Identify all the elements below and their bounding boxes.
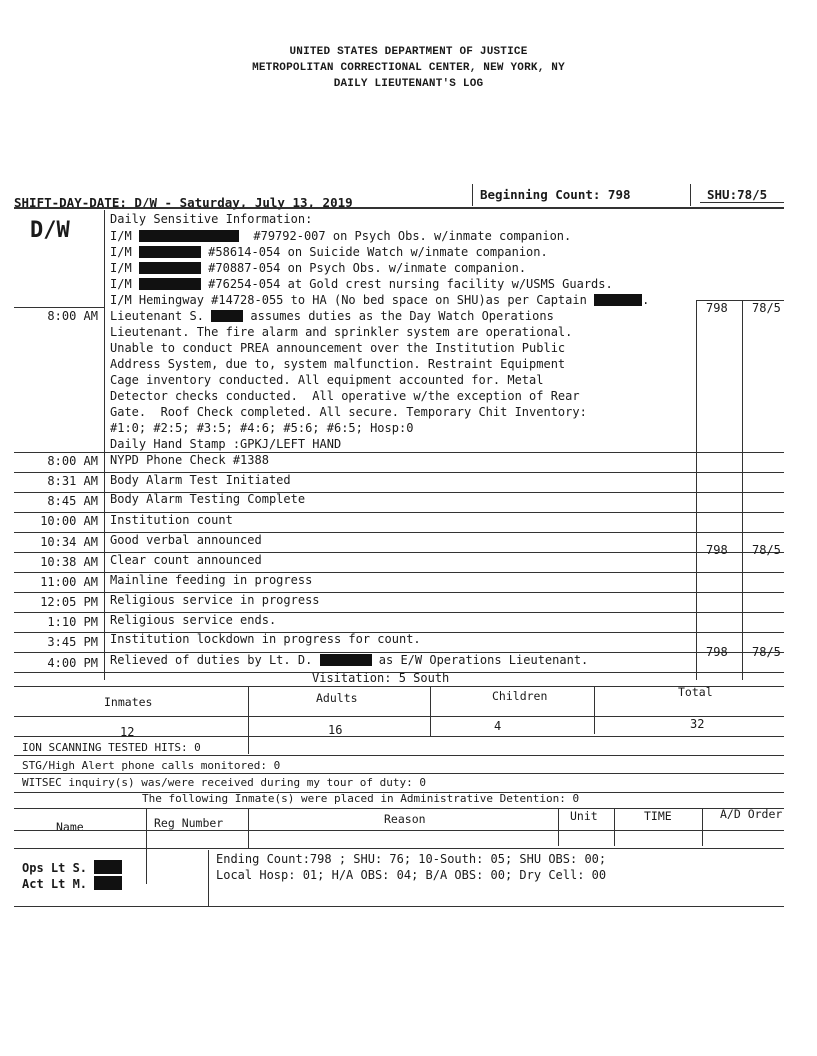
col-name: Name	[56, 820, 84, 834]
sensitive-line-1: I/M #79792-007 on Psych Obs. w/inmate companion.	[110, 229, 572, 243]
redaction-block	[94, 876, 122, 890]
stg-alert-calls: STG/High Alert phone calls monitored: 0	[22, 759, 281, 772]
entry-count: 798	[706, 543, 728, 557]
sensitive-line-2: I/M #58614-054 on Suicide Watch w/inmate companion.	[110, 245, 548, 259]
redaction-block	[211, 310, 243, 322]
entry-time: 8:00 AM	[47, 309, 98, 323]
entry-time: 8:31 AM	[47, 474, 98, 488]
entry-text-line: Lieutenant. The fire alarm and sprinkler system are operational.	[110, 325, 573, 339]
entry-text-line: Detector checks conducted. All operative w/the exception of Rear	[110, 389, 580, 403]
col-unit: Unit	[570, 809, 598, 823]
ending-count-line-2: Local Hosp: 01; H/A OBS: 04; B/A OBS: 00; Dry Cell: 00	[216, 868, 607, 882]
visitation-children: 4	[494, 719, 502, 733]
col-reason: Reason	[384, 812, 426, 826]
ending-count-line-1: Ending Count:798 ; SHU: 76; 10-South: 05; SHU OBS: 00;	[216, 852, 607, 866]
entry-time: 12:05 PM	[40, 595, 98, 609]
entry-time: 10:38 AM	[40, 555, 98, 569]
redaction-block	[94, 860, 122, 874]
entry-time: 8:45 AM	[47, 494, 98, 508]
shift-day-date: SHIFT-DAY-DATE: D/W - Saturday, July 13, 2019	[14, 195, 353, 210]
redaction-block	[594, 294, 642, 306]
entry-text: NYPD Phone Check #1388	[110, 453, 269, 467]
entry-shu: 78/5	[752, 301, 781, 315]
entry-time: 3:45 PM	[47, 635, 98, 649]
visitation-inmates: 12	[120, 725, 135, 739]
sensitive-line-3: I/M #70887-054 on Psych Obs. w/inmate companion.	[110, 261, 527, 275]
sensitive-line-4: I/M #76254-054 at Gold crest nursing facility w/USMS Guards.	[110, 277, 613, 291]
ion-scanning-hits: ION SCANNING TESTED HITS: 0	[22, 741, 201, 754]
acting-lieutenant: Act Lt M.	[22, 876, 122, 892]
shu-count-header: SHU:78/5	[707, 187, 768, 202]
visitation-col-total: Total	[678, 685, 713, 699]
header-agency: UNITED STATES DEPARTMENT OF JUSTICE	[289, 46, 528, 58]
entry-time: 8:00 AM	[47, 454, 98, 468]
entry-time: 1:10 PM	[47, 615, 98, 629]
visitation-total: 32	[690, 717, 705, 731]
redaction-block	[320, 654, 372, 666]
entry-text-line: Unable to conduct PREA announcement over the Institution Public	[110, 341, 566, 355]
entry-text: Body Alarm Test Initiated	[110, 473, 291, 487]
witsec-inquiries: WITSEC inquiry(s) was/were received during my tour of duty: 0	[22, 776, 426, 789]
entry-text: Relieved of duties by Lt. D. as E/W Operations Lieutenant.	[110, 653, 589, 667]
sensitive-line-5: I/M Hemingway #14728-055 to HA (No bed space on SHU)as per Captain .	[110, 293, 650, 307]
entry-text-line: Gate. Roof Check completed. All secure. Temporary Chit Inventory:	[110, 405, 587, 419]
redaction-block	[139, 262, 201, 274]
entry-text: Institution lockdown in progress for count.	[110, 632, 421, 646]
visitation-title: Visitation: 5 South	[312, 671, 450, 685]
col-reg-number: Reg Number	[154, 816, 224, 830]
entry-count: 798	[706, 645, 728, 659]
entry-text: Religious service ends.	[110, 613, 277, 627]
entry-time: 4:00 PM	[47, 656, 98, 670]
entry-time: 11:00 AM	[40, 575, 98, 589]
entry-text-line: Lieutenant S. assumes duties as the Day Watch Operations	[110, 309, 554, 323]
visitation-adults: 16	[328, 723, 343, 737]
beginning-count: Beginning Count: 798	[480, 187, 631, 202]
redaction-block	[139, 278, 201, 290]
entry-text-line: Daily Hand Stamp :GPKJ/LEFT HAND	[110, 437, 342, 451]
entry-text-line: #1:0; #2:5; #3:5; #4:6; #5:6; #6:5; Hosp:0	[110, 421, 414, 435]
entry-text-line: Address System, due to, system malfunction. Restraint Equipment	[110, 357, 566, 371]
entry-time: 10:34 AM	[40, 535, 98, 549]
visitation-col-adults: Adults	[316, 691, 358, 705]
visitation-col-children: Children	[492, 689, 548, 703]
entry-text: Institution count	[110, 513, 233, 527]
entry-count: 798	[706, 301, 728, 315]
header-log-title: DAILY LIEUTENANT'S LOG	[333, 78, 484, 90]
header-facility: METROPOLITAN CORRECTIONAL CENTER, NEW YORK, NY	[252, 62, 565, 74]
redaction-block	[139, 246, 201, 258]
entry-text: Body Alarm Testing Complete	[110, 492, 306, 506]
entry-text: Clear count announced	[110, 553, 262, 567]
visitation-col-inmates: Inmates	[104, 695, 153, 709]
entry-text: Good verbal announced	[110, 533, 262, 547]
col-ad-order: A/D Order	[720, 807, 783, 821]
sensitive-heading: Daily Sensitive Information:	[110, 212, 313, 226]
entry-time: 10:00 AM	[40, 514, 98, 528]
shift-code: D/W	[30, 218, 70, 243]
entry-text: Mainline feeding in progress	[110, 573, 313, 587]
admin-detention-title: The following Inmate(s) were placed in Administrative Detention: 0	[142, 792, 580, 805]
entry-text-line: Cage inventory conducted. All equipment accounted for. Metal	[110, 373, 544, 387]
entry-shu: 78/5	[752, 543, 781, 557]
entry-text: Religious service in progress	[110, 593, 320, 607]
ops-lieutenant: Ops Lt S.	[22, 860, 122, 876]
redaction-block	[139, 230, 239, 242]
col-time: TIME	[644, 809, 672, 823]
entry-shu: 78/5	[752, 645, 781, 659]
